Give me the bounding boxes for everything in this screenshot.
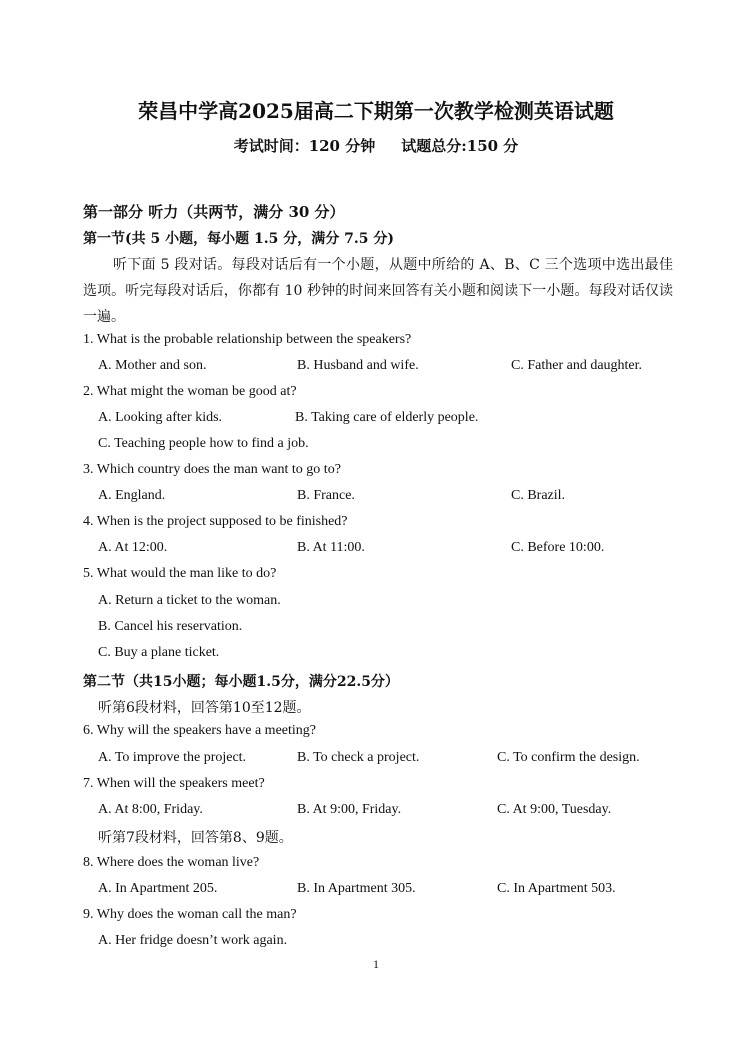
option-c: C. Father and daughter. [511, 358, 643, 373]
section1-instructions: 听下面 5 段对话。每段对话后有一个小题，从题中所给的 A、B、C 三个选项中选出最佳选项。听完每段对话后，你都有 10 秒钟的时间来回答有关小题和阅读下一小题。每段对话仅读一遍。 [83, 257, 673, 325]
option-a: A. Looking after kids. [98, 410, 223, 425]
option-a: A. At 12:00. [98, 540, 168, 555]
option-a: A. Return a ticket to the woman. [98, 593, 281, 608]
question-stem: 5. What would the man like to do? [83, 566, 277, 581]
total-score: 试题总分:150 分 [401, 137, 519, 155]
option-b: B. At 11:00. [297, 540, 365, 555]
option-c: C. In Apartment 503. [497, 881, 616, 896]
question-stem: 8. Where does the woman live? [83, 855, 260, 870]
option-c: C. Teaching people how to find a job. [98, 436, 309, 451]
exam-time: 考试时间：120 分钟 [233, 137, 376, 155]
option-a: A. At 8:00, Friday. [98, 802, 203, 817]
material-7-instruction: 听第7段材料，回答第8、9题。 [98, 830, 293, 846]
exam-info [0, 135, 752, 156]
option-b: B. France. [297, 488, 355, 503]
option-b: B. Husband and wife. [297, 358, 419, 373]
option-a: A. Her fridge doesn’t work again. [98, 933, 288, 948]
question-stem: 3. Which country does the man want to go to? [83, 462, 341, 477]
option-b: B. To check a project. [297, 750, 420, 765]
question-stem: 1. What is the probable relationship between the speakers? [83, 332, 412, 347]
option-a: A. In Apartment 205. [98, 881, 218, 896]
option-b: B. Taking care of elderly people. [295, 410, 479, 425]
option-b: B. At 9:00, Friday. [297, 802, 402, 817]
option-a: A. England. [98, 488, 166, 503]
part1-heading: 第一部分 听力（共两节，满分 30 分） [83, 203, 345, 221]
page-number: 1 [373, 957, 379, 971]
question-stem: 7. When will the speakers meet? [83, 776, 265, 791]
option-c: C. Buy a plane ticket. [98, 645, 220, 660]
material-6-instruction: 听第6段材料，回答第10至12题。 [98, 700, 311, 716]
option-c: C. Before 10:00. [511, 540, 605, 555]
option-c: C. Brazil. [511, 488, 566, 503]
option-a: A. To improve the project. [98, 750, 247, 765]
question-stem: 2. What might the woman be good at? [83, 384, 297, 399]
question-stem: 9. Why does the woman call the man? [83, 907, 297, 922]
option-b: B. Cancel his reservation. [98, 619, 243, 634]
question-stem: 6. Why will the speakers have a meeting? [83, 723, 316, 738]
option-c: C. At 9:00, Tuesday. [497, 802, 612, 817]
option-a: A. Mother and son. [98, 358, 207, 373]
section2-heading: 第二节（共15小题；每小题1.5分，满分22.5分） [83, 674, 399, 690]
option-c: C. To confirm the design. [497, 750, 640, 765]
question-stem: 4. When is the project supposed to be finished? [83, 514, 348, 529]
option-b: B. In Apartment 305. [297, 881, 416, 896]
exam-title: 荣昌中学高2025届高二下期第一次教学检测英语试题 [138, 99, 614, 123]
section1-heading: 第一节(共 5 小题，每小题 1.5 分，满分 7.5 分) [83, 231, 394, 247]
